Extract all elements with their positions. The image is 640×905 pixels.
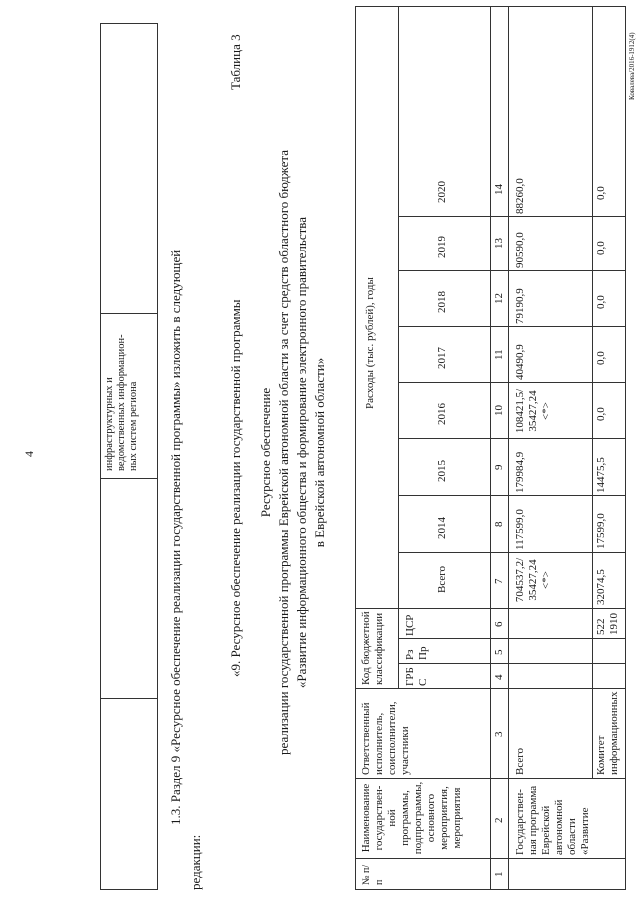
row-value: 88260,0 bbox=[514, 178, 526, 214]
column-number: 14 bbox=[493, 184, 505, 195]
resource-table bbox=[355, 6, 626, 890]
column-number: 5 bbox=[493, 649, 505, 655]
section-title: «9. Ресурсное обеспечение реализации государственной программы bbox=[228, 299, 243, 677]
header-year: 2017 bbox=[436, 347, 448, 369]
row-value: 0,0 bbox=[595, 186, 607, 200]
column-number: 3 bbox=[493, 731, 505, 737]
row-responsible: Комитет информационных bbox=[595, 691, 620, 775]
header-year: 2020 bbox=[436, 181, 448, 203]
row-value: 0,0 bbox=[595, 241, 607, 255]
row-value: 14475,5 bbox=[595, 457, 607, 493]
header-name: Наименование государствен-ной программы, подпрограммы, основного мероприятия, мероприятия bbox=[360, 781, 463, 855]
row-value: 17599,0 bbox=[595, 513, 607, 549]
row-value: 108421,5/ 35427,24 <*> bbox=[514, 388, 552, 434]
row-total: 32074,5 bbox=[595, 569, 607, 605]
header-year: 2015 bbox=[436, 460, 448, 482]
header-expenses: Расходы (тыс. рублей), годы bbox=[364, 277, 376, 409]
column-number: 9 bbox=[493, 464, 505, 470]
row-value: 79190,9 bbox=[514, 288, 526, 324]
column-number: 11 bbox=[493, 349, 505, 360]
header-csr: ЦСР bbox=[404, 614, 416, 636]
row-value: 117599,0 bbox=[514, 509, 526, 550]
column-number: 8 bbox=[493, 521, 505, 527]
header-rz: Рз Пр bbox=[404, 646, 429, 660]
header-year: 2019 bbox=[436, 236, 448, 258]
subtitle-2: реализации государственной программы Еврейской автономной области за счет средств областного бюджета bbox=[276, 150, 291, 755]
row-value: 90590,0 bbox=[514, 232, 526, 268]
header-year: 2014 bbox=[436, 517, 448, 539]
amendment-line-2: редакции: bbox=[188, 834, 203, 890]
column-number: 7 bbox=[493, 578, 505, 584]
column-number: 2 bbox=[493, 817, 505, 823]
row-value: 0,0 bbox=[595, 295, 607, 309]
row-responsible: Всего bbox=[514, 748, 526, 775]
header-year: 2018 bbox=[436, 291, 448, 313]
header-num: № п/п bbox=[361, 864, 385, 885]
row-value: 0,0 bbox=[595, 407, 607, 421]
row-csr: 1910 bbox=[608, 613, 620, 635]
row-total: 704537,2/ 35427,24 <*> bbox=[514, 557, 552, 603]
column-number: 1 bbox=[493, 871, 505, 877]
row-program-name: Государствен-ная программа Еврейской автономной области «Развитие bbox=[514, 785, 591, 855]
header-grbs: ГРБ С bbox=[404, 667, 429, 686]
subtitle-3: «Развитие информационного общества и формирование электронного правительства bbox=[294, 216, 309, 689]
page-number: 4 bbox=[22, 451, 36, 457]
subtitle-1: Ресурсное обеспечение bbox=[258, 387, 273, 518]
column-number: 12 bbox=[493, 293, 505, 304]
row-value: 40490,9 bbox=[514, 344, 526, 380]
column-number: 6 bbox=[493, 621, 505, 627]
top-table-text: инфраструктурных и ведомственных информацион-ных систем региона bbox=[104, 334, 139, 471]
row-value: 179984,9 bbox=[514, 451, 526, 493]
top-table-fragment bbox=[100, 23, 158, 890]
column-number: 10 bbox=[493, 405, 505, 416]
header-budget-code: Код бюджетной классификации bbox=[360, 611, 385, 685]
header-responsible: Ответственный исполнитель, соисполнители, участники bbox=[360, 701, 411, 775]
row-csr: 522 bbox=[595, 618, 607, 635]
column-number: 4 bbox=[493, 674, 505, 680]
subtitle-4: в Еврейской автономной области» bbox=[312, 357, 327, 548]
footer-code: Ковалева/2016-1912(4) bbox=[628, 32, 636, 100]
row-value: 0,0 bbox=[595, 351, 607, 365]
header-year: 2016 bbox=[436, 403, 448, 425]
column-number: 13 bbox=[493, 238, 505, 249]
amendment-line-1: 1.3. Раздел 9 «Ресурсное обеспечение реализации государственной программы» изложить в следующей bbox=[168, 249, 183, 825]
table-label: Таблица 3 bbox=[228, 34, 243, 90]
header-total: Всего bbox=[436, 566, 448, 593]
